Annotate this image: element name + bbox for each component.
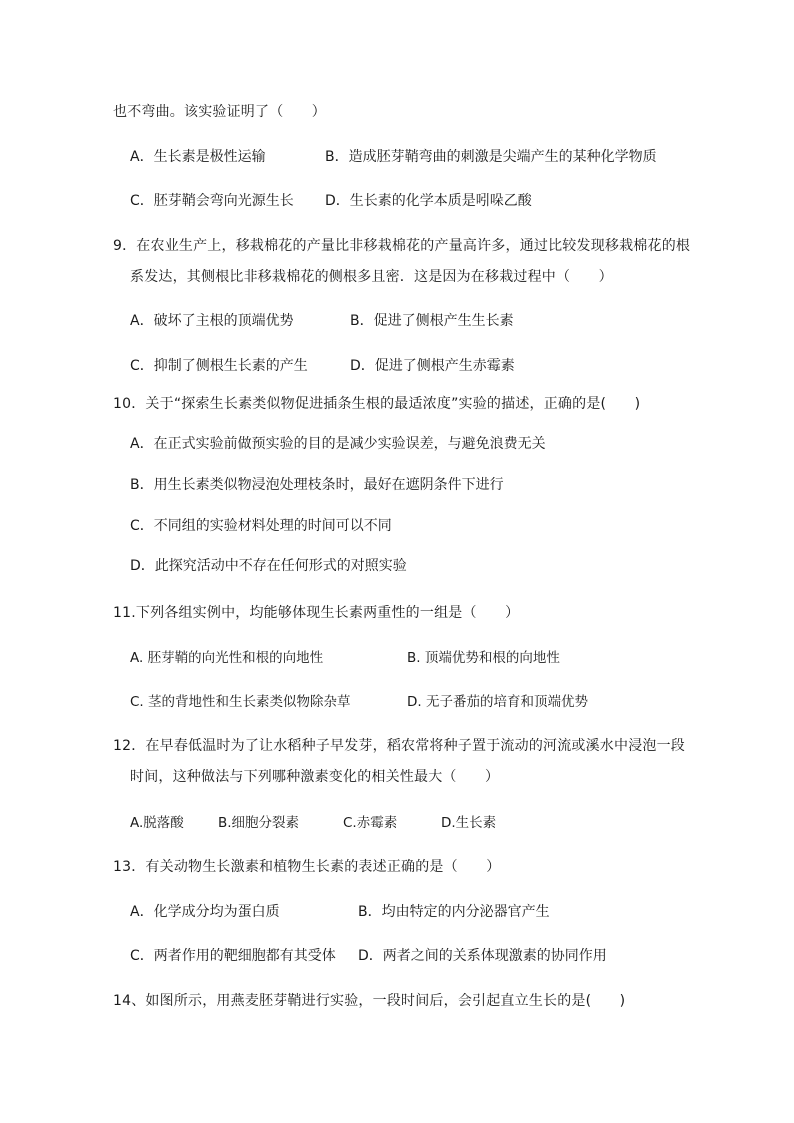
q13-option-b: B．均由特定的内分泌器官产生 <box>358 904 550 920</box>
q13-stem: 13．有关动物生长激素和植物生长素的表述正确的是（ ） <box>113 859 501 875</box>
q9-stem-line1: 9．在农业生产上，移栽棉花的产量比非移栽棉花的产量高许多，通过比较发现移栽棉花的根 <box>113 238 691 254</box>
q9-stem-line2: 系发达，其侧根比非移栽棉花的侧根多且密．这是因为在移栽过程中（ ） <box>130 269 613 285</box>
q10-option-c: C．不同组的实验材料处理的时间可以不同 <box>130 518 392 534</box>
q9-option-a: A．破坏了主根的顶端优势 <box>130 313 294 329</box>
q8-option-b: B．造成胚芽鞘弯曲的刺激是尖端产生的某种化学物质 <box>325 149 657 165</box>
q14-stem: 14、如图所示，用燕麦胚芽鞘进行实验，一段时间后，会引起直立生长的是( ) <box>113 993 626 1009</box>
q10-option-a: A．在正式实验前做预实验的目的是减少实验误差，与避免浪费无关 <box>130 436 546 452</box>
q8-option-d: D．生长素的化学本质是吲哚乙酸 <box>325 193 532 209</box>
q13-option-c: C．两者作用的靶细胞都有其受体 <box>130 948 336 964</box>
q11-option-d: D. 无子番茄的培育和顶端优势 <box>407 694 588 710</box>
q12-option-d: D.生长素 <box>441 815 497 831</box>
q9-option-c: C．抑制了侧根生长素的产生 <box>130 358 308 374</box>
q11-option-b: B. 顶端优势和根的向地性 <box>407 650 560 666</box>
q12-option-b: B.细胞分裂素 <box>218 815 300 831</box>
q9-option-d: D．促进了侧根产生赤霉素 <box>350 358 515 374</box>
q11-stem: 11.下列各组实例中，均能够体现生长素两重性的一组是（ ） <box>113 605 520 621</box>
q9-option-b: B．促进了侧根产生生长素 <box>350 313 514 329</box>
q12-stem-line2: 时间，这种做法与下列哪种激素变化的相关性最大（ ） <box>130 769 500 785</box>
q8-option-c: C．胚芽鞘会弯向光源生长 <box>130 193 294 209</box>
q13-option-d: D．两者之间的关系体现激素的协同作用 <box>358 948 607 964</box>
q10-option-b: B．用生长素类似物浸泡处理枝条时，最好在遮阴条件下进行 <box>130 477 504 493</box>
q12-option-c: C.赤霉素 <box>343 815 398 831</box>
q12-option-a: A.脱落酸 <box>130 815 184 831</box>
q11-option-a: A. 胚芽鞘的向光性和根的向地性 <box>130 650 324 666</box>
q13-option-a: A．化学成分均为蛋白质 <box>130 904 280 920</box>
q11-option-c: C. 茎的背地性和生长素类似物除杂草 <box>130 694 351 710</box>
q8-stem-tail: 也不弯曲。该实验证明了（ ） <box>113 104 326 120</box>
q10-stem: 10．关于“探索生长素类似物促进插条生根的最适浓度”实验的描述，正确的是( ) <box>113 396 641 412</box>
q12-stem-line1: 12．在早春低温时为了让水稻种子早发芽，稻农常将种子置于流动的河流或溪水中浸泡一段 <box>113 738 686 754</box>
q10-option-d: D．此探究活动中不存在任何形式的对照实验 <box>130 558 407 574</box>
q8-option-a: A．生长素是极性运输 <box>130 149 266 165</box>
